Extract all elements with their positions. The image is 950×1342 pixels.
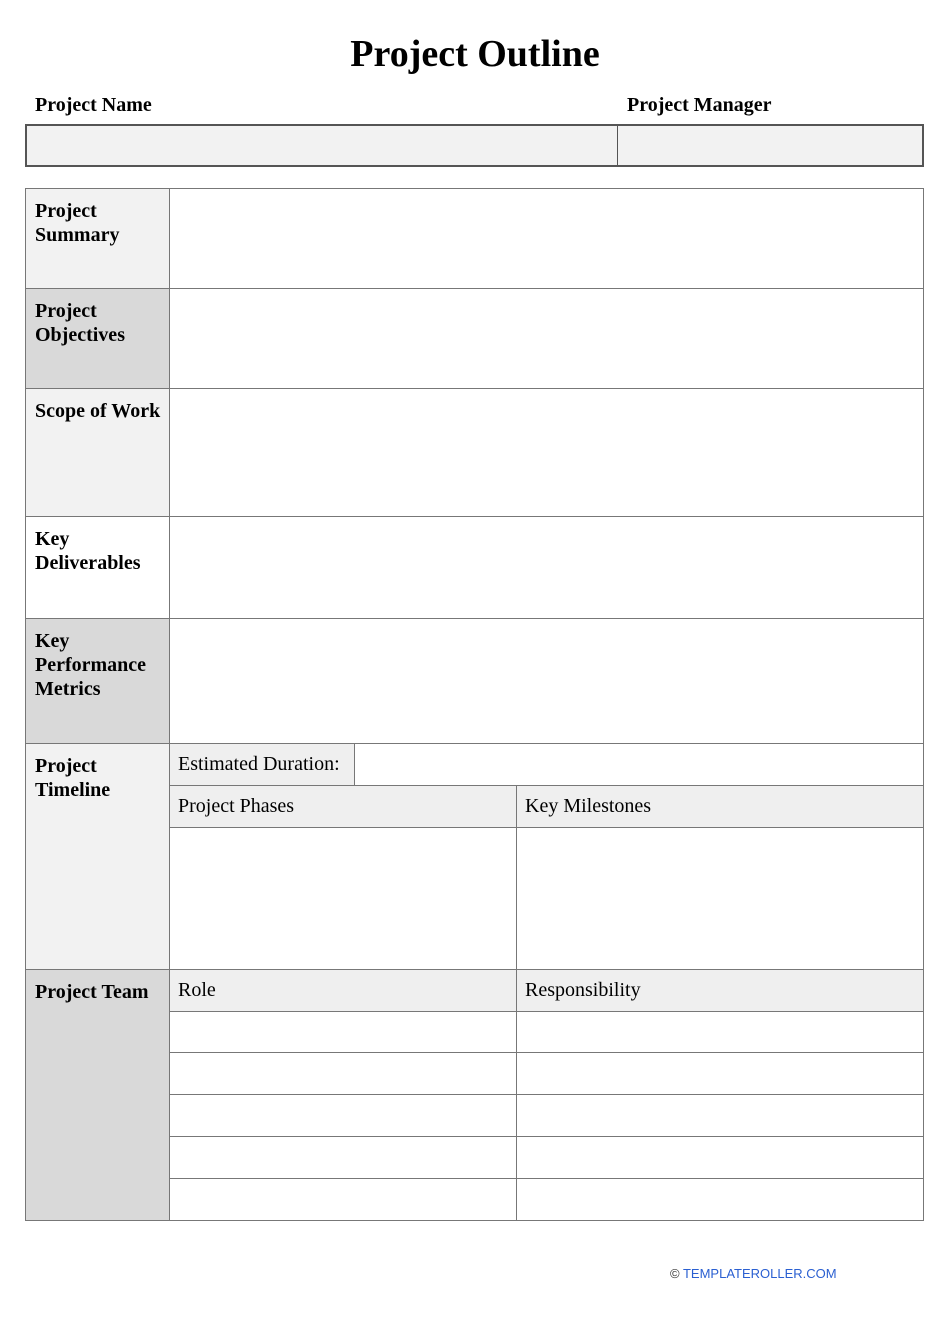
copyright-icon: © xyxy=(670,1266,680,1281)
label-project-timeline: Project Timeline xyxy=(25,743,171,971)
team-role-field-4[interactable] xyxy=(169,1136,518,1180)
team-role-field-1[interactable] xyxy=(169,1011,518,1054)
responsibility-header: Responsibility xyxy=(516,969,924,1013)
page-title: Project Outline xyxy=(350,33,600,75)
team-responsibility-field-4[interactable] xyxy=(516,1136,924,1180)
label-project-team: Project Team xyxy=(25,969,171,1221)
project-name-label: Project Name xyxy=(35,94,152,116)
team-responsibility-field-2[interactable] xyxy=(516,1052,924,1096)
team-responsibility-field-3[interactable] xyxy=(516,1094,924,1138)
estimated-duration-field[interactable] xyxy=(354,743,924,787)
team-role-field-2[interactable] xyxy=(169,1052,518,1096)
team-role-field-5[interactable] xyxy=(169,1178,518,1221)
team-responsibility-field-1[interactable] xyxy=(516,1011,924,1054)
label-project-objectives: Project Objectives xyxy=(25,288,171,390)
team-responsibility-field-5[interactable] xyxy=(516,1178,924,1221)
project-phases-field[interactable] xyxy=(169,827,518,971)
label-key-performance-metrics: Key Performance Metrics xyxy=(25,618,171,745)
label-key-deliverables: Key Deliverables xyxy=(25,516,171,620)
team-role-field-3[interactable] xyxy=(169,1094,518,1138)
templateroller-link[interactable]: TEMPLATEROLLER.COM xyxy=(682,1266,837,1281)
project-manager-label: Project Manager xyxy=(627,94,772,116)
key-deliverables-field[interactable] xyxy=(169,516,924,620)
key-milestones-header: Key Milestones xyxy=(516,785,924,829)
key-performance-metrics-field[interactable] xyxy=(169,618,924,745)
label-project-summary: Project Summary xyxy=(25,188,171,290)
project-name-field[interactable] xyxy=(25,124,619,167)
footer xyxy=(670,1266,837,1281)
estimated-duration-label: Estimated Duration: xyxy=(169,743,356,787)
role-header: Role xyxy=(169,969,518,1013)
project-phases-header: Project Phases xyxy=(169,785,518,829)
project-summary-field[interactable] xyxy=(169,188,924,290)
project-objectives-field[interactable] xyxy=(169,288,924,390)
key-milestones-field[interactable] xyxy=(516,827,924,971)
project-manager-field[interactable] xyxy=(617,124,924,167)
scope-of-work-field[interactable] xyxy=(169,388,924,518)
label-scope-of-work: Scope of Work xyxy=(25,388,171,518)
